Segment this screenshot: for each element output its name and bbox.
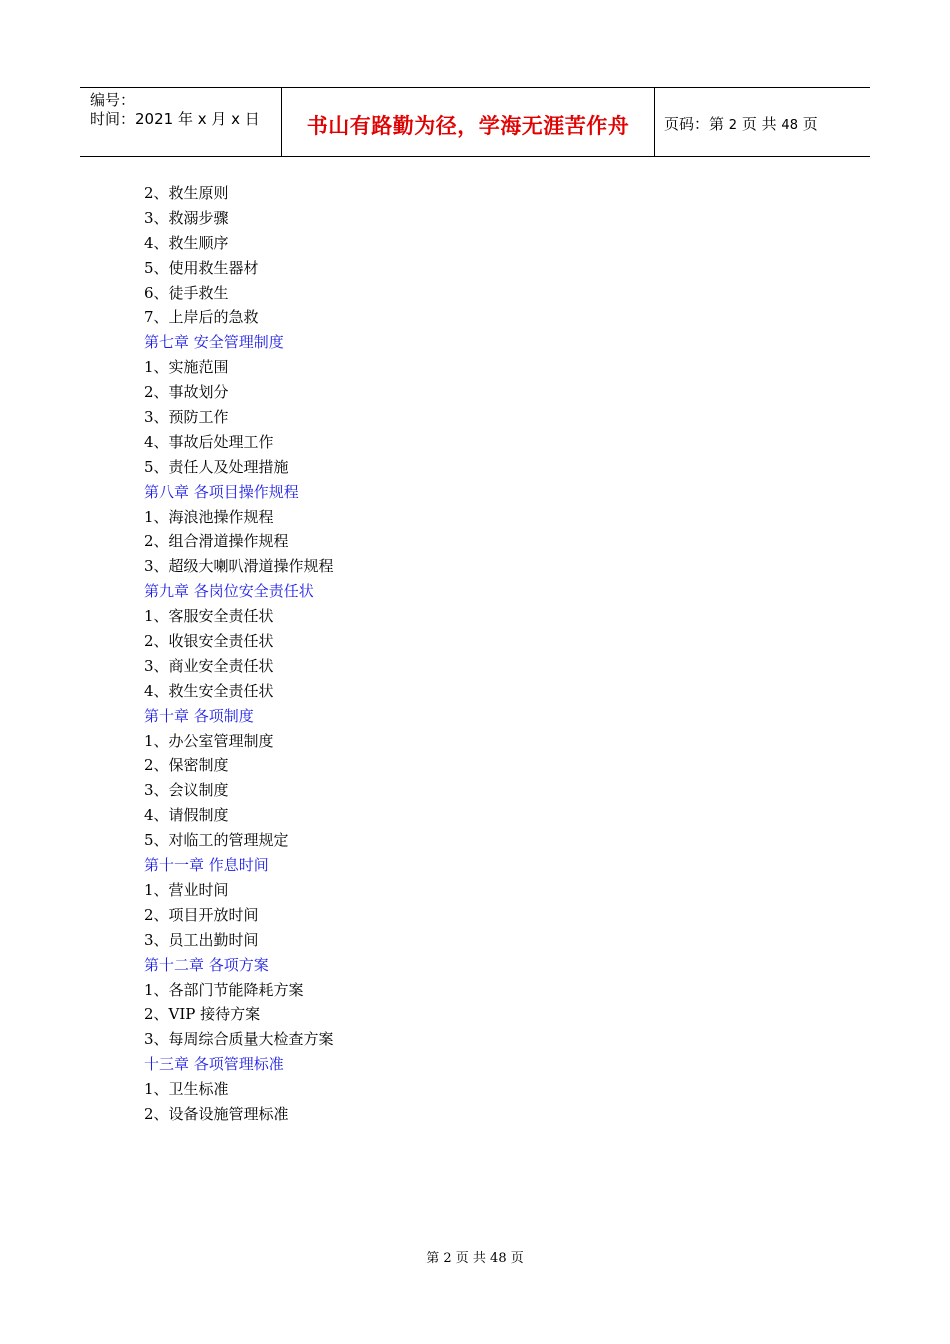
toc-chapter-heading: 第十二章 各项方案 — [144, 955, 269, 974]
toc-item: 5、对临工的管理规定 — [144, 831, 289, 850]
toc-chapter-heading: 第十一章 作息时间 — [144, 856, 269, 875]
page-label-suffix: 页 — [802, 115, 818, 133]
toc-item: 3、每周综合质量大检查方案 — [144, 1030, 334, 1049]
toc-item: 2、救生原则 — [144, 184, 229, 202]
toc-item: 1、办公室管理制度 — [144, 731, 274, 750]
table-of-contents — [144, 181, 334, 1127]
toc-item: 4、救生顺序 — [144, 233, 229, 252]
toc-item: 2、保密制度 — [144, 756, 229, 775]
document-number-label: 编号： — [90, 91, 136, 109]
header-meta — [90, 91, 260, 129]
current-page-number: 2 — [728, 118, 738, 133]
toc-item: 4、救生安全责任状 — [144, 681, 274, 700]
toc-item: 1、实施范围 — [144, 358, 229, 377]
toc-chapter-heading: 第九章 各岗位安全责任状 — [144, 582, 314, 601]
toc-item: 6、徒手救生 — [144, 283, 229, 302]
document-date: 时间：2021 年 x 月 x 日 — [90, 110, 260, 128]
toc-item: 3、超级大喇叭滑道操作规程 — [144, 557, 334, 576]
toc-item: 3、会议制度 — [144, 781, 229, 800]
toc-item: 3、救溺步骤 — [144, 208, 229, 227]
toc-item: 3、员工出勤时间 — [144, 930, 259, 949]
toc-item: 2、VIP 接待方案 — [144, 1005, 261, 1024]
toc-chapter-heading: 第七章 安全管理制度 — [144, 333, 284, 352]
toc-item: 3、商业安全责任状 — [144, 656, 274, 675]
toc-item: 2、事故划分 — [144, 383, 229, 402]
toc-item: 5、使用救生器材 — [144, 258, 259, 277]
header-motto: 书山有路勤为径，学海无涯苦作舟 — [306, 114, 630, 138]
toc-item: 1、客服安全责任状 — [144, 607, 274, 626]
toc-item: 1、营业时间 — [144, 880, 229, 899]
page-header — [80, 87, 870, 157]
toc-item: 1、卫生标准 — [144, 1080, 229, 1099]
header-divider — [654, 88, 655, 156]
total-pages-number: 48 — [781, 118, 798, 133]
header-page-info — [664, 113, 818, 134]
toc-item: 7、上岸后的急救 — [144, 308, 259, 327]
toc-chapter-heading: 十三章 各项管理标准 — [144, 1055, 284, 1074]
toc-item: 2、收银安全责任状 — [144, 632, 274, 651]
toc-item: 2、设备设施管理标准 — [144, 1104, 289, 1123]
page-label-mid: 页 共 — [741, 115, 777, 133]
page-footer: 第 2 页 共 48 页 — [426, 1251, 524, 1266]
toc-item: 2、组合滑道操作规程 — [144, 532, 289, 551]
toc-item: 3、预防工作 — [144, 408, 229, 427]
toc-chapter-heading: 第十章 各项制度 — [144, 706, 254, 725]
page-label-prefix: 页码：第 — [664, 115, 725, 133]
toc-item: 1、海浪池操作规程 — [144, 507, 274, 526]
toc-item: 2、项目开放时间 — [144, 905, 259, 924]
toc-item: 4、事故后处理工作 — [144, 432, 274, 451]
toc-item: 4、请假制度 — [144, 806, 229, 825]
toc-item: 5、责任人及处理措施 — [144, 457, 289, 476]
toc-chapter-heading: 第八章 各项目操作规程 — [144, 482, 299, 501]
toc-item: 1、各部门节能降耗方案 — [144, 980, 304, 999]
